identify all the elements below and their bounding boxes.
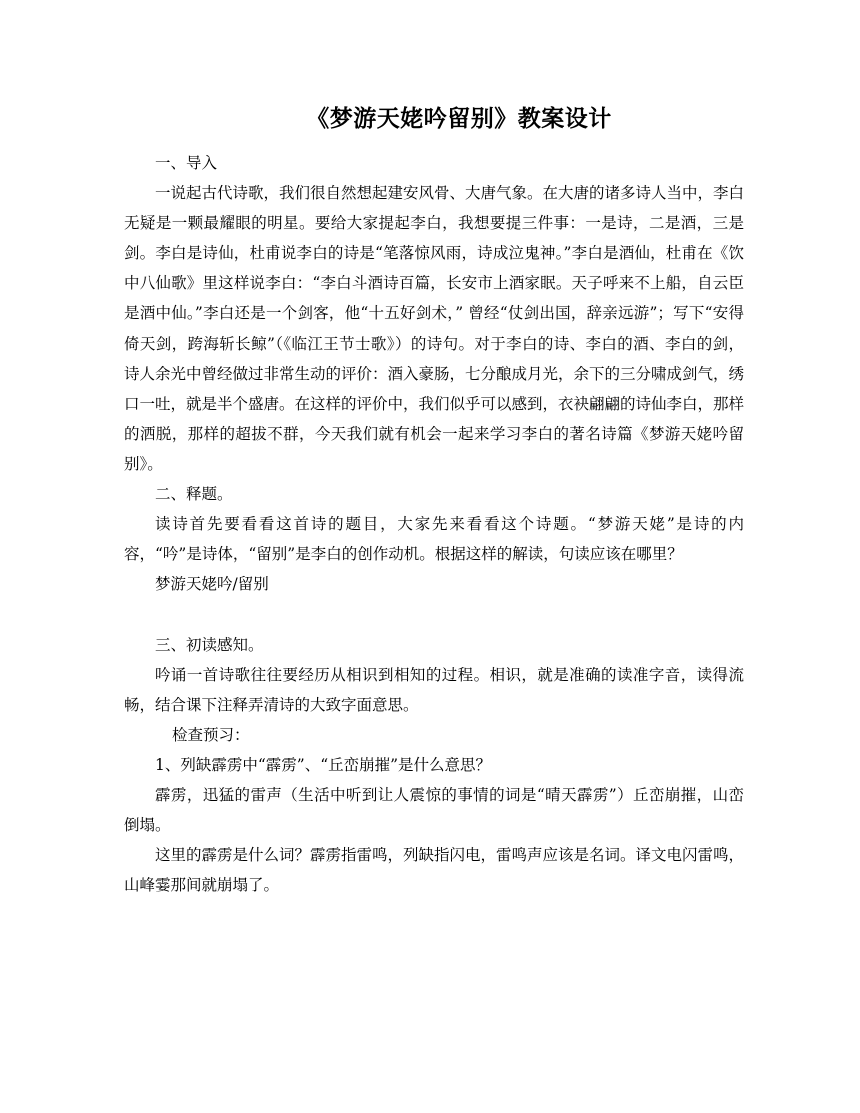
paragraph-preview-check: 检查预习： (172, 725, 250, 744)
document-body (124, 148, 744, 900)
paragraph-title-division: 梦游天姥吟/留别 (155, 575, 269, 594)
paragraph-title-explanation: 读诗首先要看看这首诗的题目，大家先来看看这个诗题。“梦游天姥”是诗的内容，“吟”是诗体，“留别”是李白的创作动机。根据这样的解读，句读应该在哪里？ (124, 515, 744, 564)
section-heading-title: 二、释题。 (155, 485, 233, 504)
paragraph-answer-1: 霹雳，迅猛的雷声（生活中听到让人震惊的事情的词是“晴天霹雳”）丘峦崩摧，山峦倒塌。 (124, 785, 744, 835)
section-heading-first-reading: 三、初读感知。 (155, 635, 264, 654)
document-title: 《梦游天姥吟留别》教案设计 (306, 105, 612, 132)
paragraph-first-reading: 吟诵一首诗歌往往要经历从相识到相知的过程。相识，就是准确的读准字音，读得流畅，结合课下注释弄清诗的大致字面意思。 (124, 665, 744, 714)
paragraph-answer-2: 这里的霹雳是什么词？霹雳指雷鸣，列缺指闪电，雷鸣声应该是名词。译文电闪雷鸣，山峰霎那间就崩塌了。 (124, 846, 745, 895)
blank-line (124, 599, 744, 629)
section-heading-intro: 一、导入 (155, 154, 218, 172)
paragraph-intro: 一说起古代诗歌，我们很自然想起建安风骨、大唐气象。在大唐的诸多诗人当中，李白无疑是一颗最耀眼的明星。要给大家提起李白，我想要提三件事：一是诗，二是酒，三是剑。李白是诗仙，杜甫说李白的诗是“笔落惊风雨，诗成泣鬼神。”李白是酒仙，杜甫在《饮中八仙歌》里这样说李白：“李白斗酒诗百篇，长安市上酒家眠。天子呼来不上船，自云臣是酒中仙。”李白还是一个剑客，他“十五好剑术，” 曾经“仗剑出国，辞亲远游”；写下“安得倚天剑，跨海斩长鲸”（《临江王节士歌》）的诗句。对于李白的诗、李白的酒、李白的剑，诗人余光中曾经做过非常生动的评价：酒入豪肠，七分酿成月光，余下的三分啸成剑气，绣口一吐，就是半个盛唐。在这样的评价中，我们似乎可以感到，衣袂翩翩的诗仙李白，那样的洒脱，那样的超拔不群，今天我们就有机会一起来学习李白的著名诗篇《梦游天姥吟留别》。 (124, 184, 745, 473)
paragraph-question-1: 1、列缺霹雳中“霹雳”、“丘峦崩摧”是什么意思？ (155, 755, 492, 774)
